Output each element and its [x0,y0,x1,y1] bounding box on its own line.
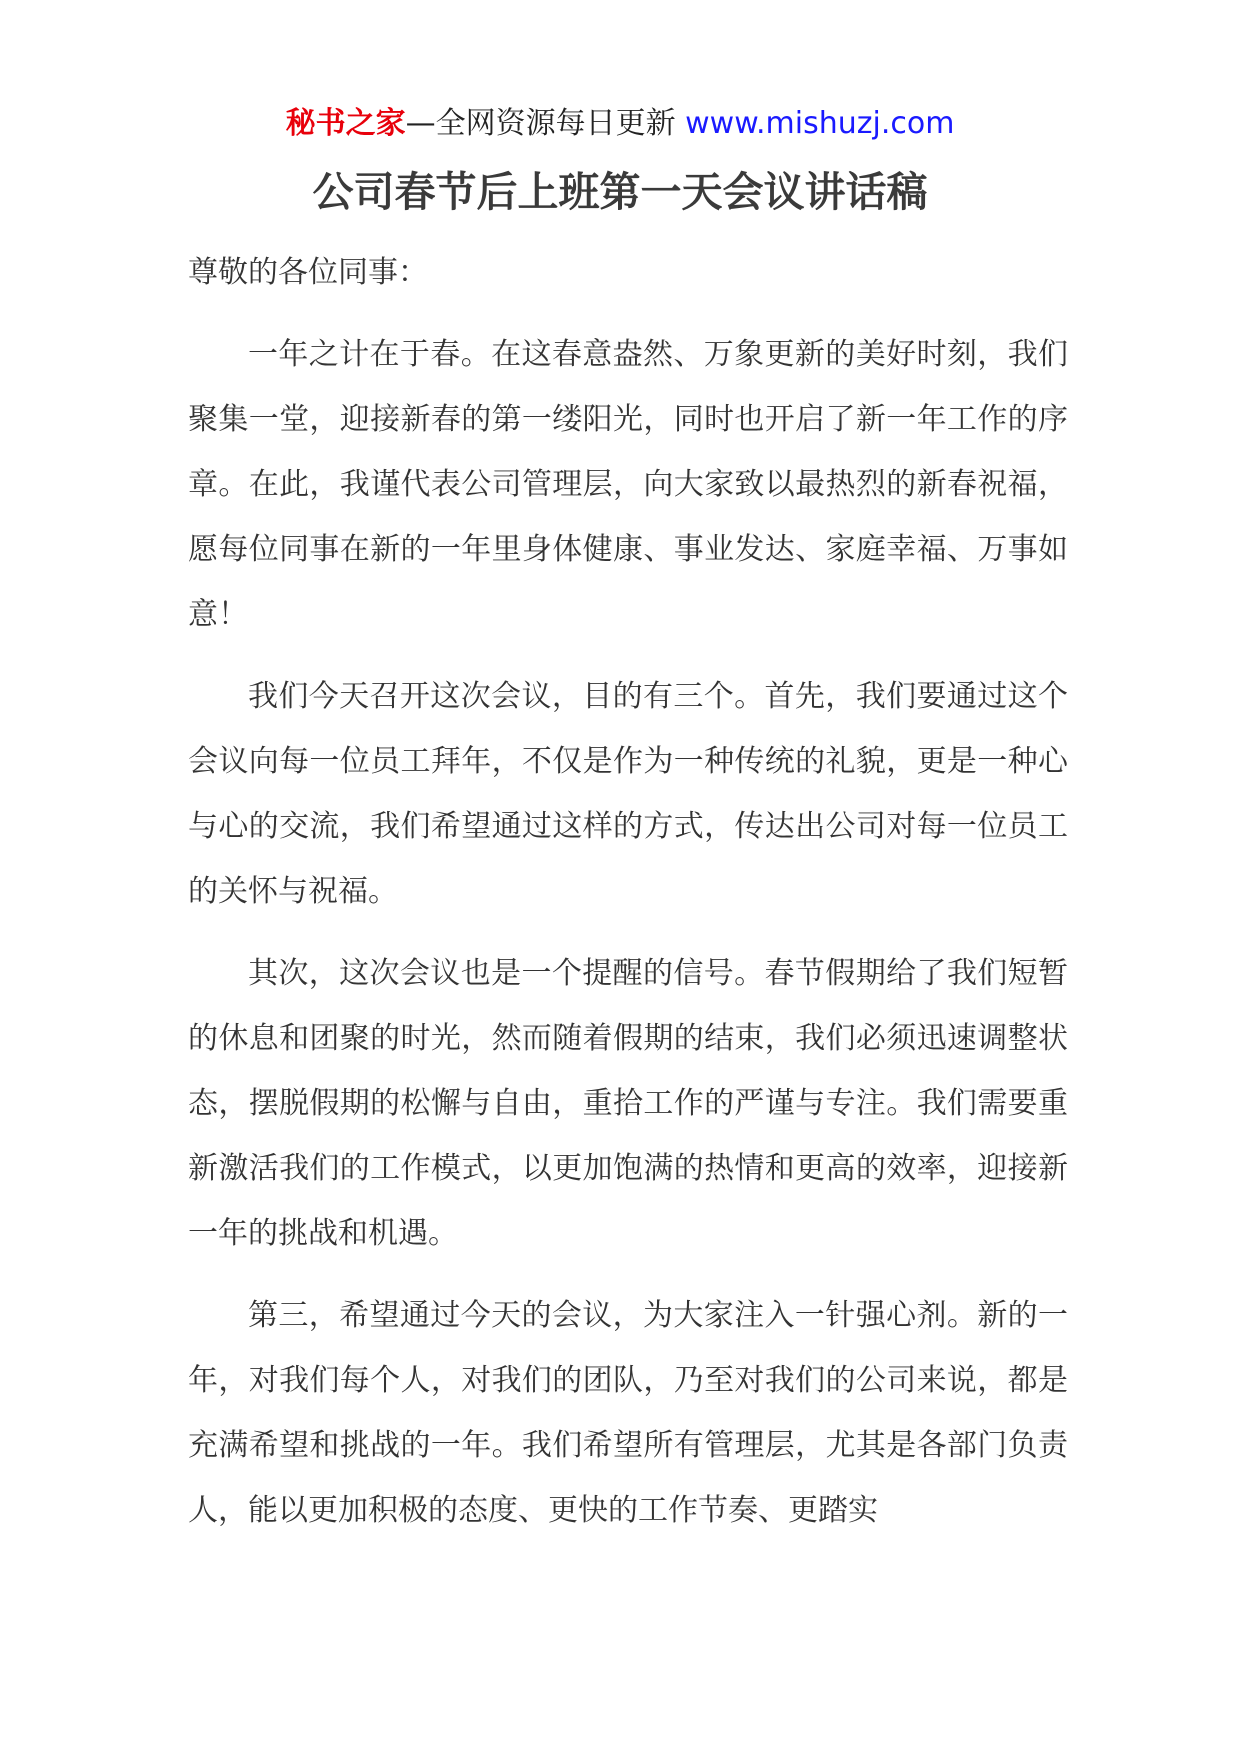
document-body [188,240,1068,1560]
paragraph-1: 一年之计在于春。在这春意盎然、万象更新的美好时刻，我们聚集一堂，迎接新春的第一缕阳光，同时也开启了新一年工作的序章。在此，我谨代表公司管理层，向大家致以最热烈的新春祝福，愿每位同事在新的一年里身体健康、事业发达、家庭幸福、万事如意！ [188,337,1068,632]
paragraph-3: 其次，这次会议也是一个提醒的信号。春节假期给了我们短暂的休息和团聚的时光，然而随着假期的结束，我们必须迅速调整状态，摆脱假期的松懈与自由，重拾工作的严谨与专注。我们需要重新激活我们的工作模式，以更加饱满的热情和更高的效率，迎接新一年的挑战和机遇。 [188,956,1068,1251]
site-header [0,98,1240,150]
site-tagline: —全网资源每日更新 [405,106,676,141]
paragraph-4: 第三，希望通过今天的会议，为大家注入一针强心剂。新的一年，对我们每个人，对我们的团队，乃至对我们的公司来说，都是充满希望和挑战的一年。我们希望所有管理层，尤其是各部门负责人，能以更加积极的态度、更快的工作节奏、更踏实 [188,1298,1068,1528]
site-brand: 秘书之家 [285,106,406,141]
paragraph-2: 我们今天召开这次会议，目的有三个。首先，我们要通过这个会议向每一位员工拜年，不仅是作为一种传统的礼貌，更是一种心与心的交流，我们希望通过这样的方式，传达出公司对每一位员工的关怀与祝福。 [188,679,1068,909]
salutation: 尊敬的各位同事： [188,255,428,290]
site-url-link[interactable]: www.mishuzj.com [685,106,955,141]
document-title: 公司春节后上班第一天会议讲话稿 [312,168,928,216]
